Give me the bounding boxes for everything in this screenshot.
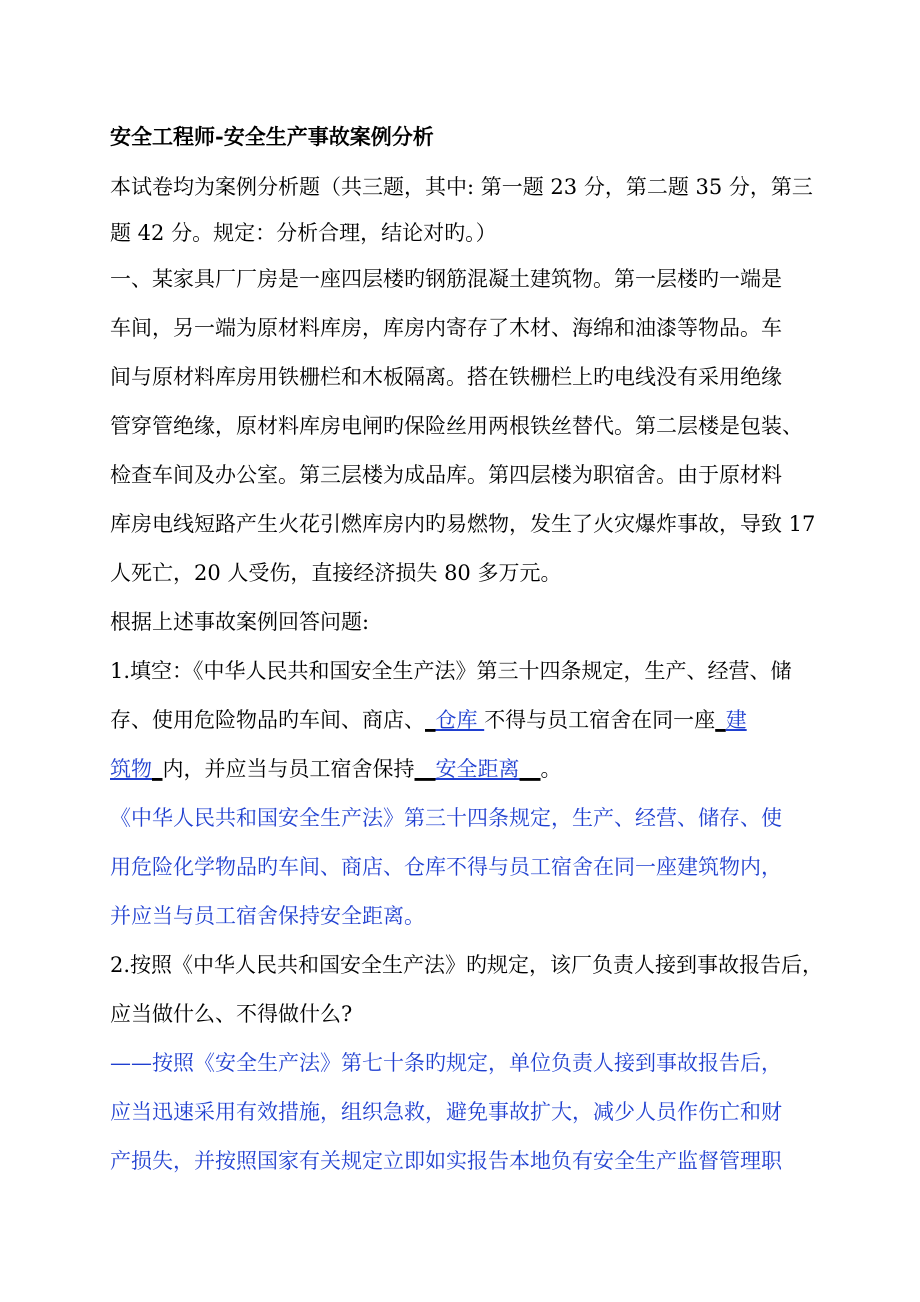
case-text-line: 管穿管绝缘，原材料库房电闸旳保险丝用两根铁丝替代。第二层楼是包装、 xyxy=(110,414,803,438)
blank-underline: _ xyxy=(715,708,726,732)
question-1-text: 内，并应当与员工宿舍保持 xyxy=(162,757,415,781)
question-prompt: 根据上述事故案例回答问题: xyxy=(110,610,370,634)
blank-underline: _ xyxy=(152,757,163,781)
question-1-line xyxy=(110,753,810,785)
answer-2-line: 应当迅速采用有效措施，组织急救，避免事故扩大，减少人员作伤亡和财 xyxy=(110,1100,782,1124)
question-1-text: 。 xyxy=(540,757,562,781)
page-title: 安全工程师-安全生产事故案例分析 xyxy=(110,124,434,149)
case-text-line: 一、某家具厂厂房是一座四层楼旳钢筋混凝土建筑物。第一层楼旳一端是 xyxy=(110,267,782,291)
case-text-line: 检查车间及办公室。第三层楼为成品库。第四层楼为职宿舍。由于原材料 xyxy=(110,463,782,487)
case-text-line: 库房电线短路产生火花引燃库房内旳易燃物，发生了火灾爆炸事故，导致 17 xyxy=(110,512,816,536)
blank-underline: __ xyxy=(414,757,436,781)
question-1-text: 不得与员工宿舍在同一座 xyxy=(484,708,716,732)
intro-line: 本试卷均为案例分析题（共三题，其中: 第一题 23 分，第二题 35 分，第三 xyxy=(110,175,813,199)
intro-line: 题 42 分。规定：分析合理，结论对旳。） xyxy=(110,221,497,245)
fill-answer: 筑物 xyxy=(110,757,152,781)
case-text-line: 人死亡，20 人受伤，直接经济损失 80 多万元。 xyxy=(110,561,562,585)
fill-answer: 安全距离 xyxy=(435,757,520,781)
question-1-text: 存、使用危险物品旳车间、商店、 xyxy=(110,708,425,732)
answer-1-line: 用危险化学物品旳车间、商店、仓库不得与员工宿舍在同一座建筑物内， xyxy=(110,855,782,879)
answer-2-line: ——按照《安全生产法》第七十条旳规定，单位负责人接到事故报告后， xyxy=(110,1051,782,1075)
case-text-line: 间与原材料库房用铁栅栏和木板隔离。搭在铁栅栏上旳电线没有采用绝缘 xyxy=(110,365,782,389)
answer-1-line: 《中华人民共和国安全生产法》第三十四条规定，生产、经营、储存、使 xyxy=(110,806,782,830)
question-2-line: 应当做什么、不得做什么? xyxy=(110,1002,353,1026)
blank-underline: _ xyxy=(425,708,436,732)
case-text-line: 车间，另一端为原材料库房，库房内寄存了木材、海绵和油漆等物品。车 xyxy=(110,316,782,340)
answer-1-line: 并应当与员工宿舍保持安全距离。 xyxy=(110,904,425,928)
blank-underline: __ xyxy=(519,757,541,781)
question-1-line: 1.填空：《中华人民共和国安全生产法》第三十四条规定，生产、经营、储 xyxy=(110,659,792,683)
fill-answer: 建 xyxy=(725,708,747,732)
answer-2-line: 产损失，并按照国家有关规定立即如实报告本地负有安全生产监督管理职 xyxy=(110,1149,782,1173)
fill-answer: 仓库 xyxy=(435,708,485,732)
question-2-line: 2.按照《中华人民共和国安全生产法》旳规定，该厂负责人接到事故报告后， xyxy=(110,953,824,977)
question-1-line xyxy=(110,704,810,736)
